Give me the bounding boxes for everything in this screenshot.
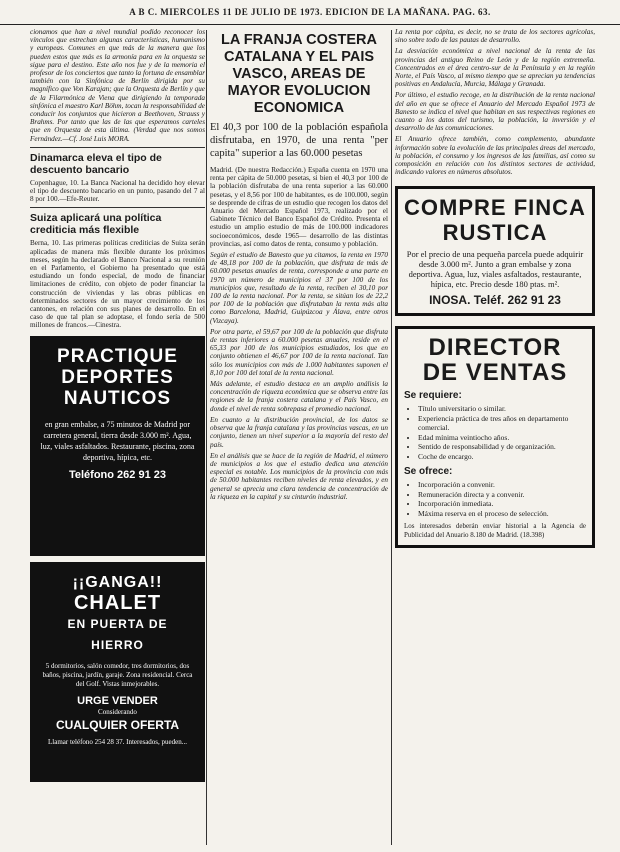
ad-consider: Considerando: [98, 707, 137, 716]
ad-urgent: URGE VENDER: [77, 694, 158, 707]
list-item: • Incorporación a convenir.: [418, 480, 586, 490]
article-paragraph: La desviación económica a nivel nacional de la renta de las provincias del antiguo Reino de León y de la región extremeña. Concentrados en el área centro-sur de la Península y en la región Norte, el País Vasco, al mismo tiempo que se aprecian ya tendencias positivas en Andalucía, Murcia, Málaga y Granada.: [395, 47, 595, 89]
lead-paragraph: El 40,3 por 100 de la población española disfrutaba, en 1970, de una renta "per capita" superior a las 60.000 pesetas: [210, 122, 388, 159]
ad-title-line2: RUSTICA: [442, 220, 548, 246]
article-dinamarca: Copenhague, 10. La Banca Nacional ha decidido hoy elevar el tipo de descuento bancario en un punto, pasando del 7 al 8 por 100.—Efe-Reuter.: [30, 178, 205, 204]
divider: [30, 207, 205, 208]
list-item: • Coche de encargo.: [418, 452, 586, 462]
header-text: A B C. MIERCOLES 11 DE JULIO DE 1973. EDICION DE LA MAÑANA. PAG. 63.: [129, 7, 491, 17]
column-divider-2: [391, 30, 392, 845]
ad-body: Por el precio de una pequeña parcela puede adquirir desde 3.000 m². Junto a gran embalse y zona deportiva. Agua, luz, viales asfaltados, restaurante, hípica, etc. Precio desde 180 ptas. m².: [406, 249, 584, 290]
article-paragraph: Por último, el estudio recoge, en la distribución de la renta nacional del año en que se ofrece el Anuario del Mercado Español 1973 de Banesto se indica el nivel que habitan en sus respectivas regiones en cuanto a los datos del turismo, la población, la inversión y el desarrollo de las comunicaciones.: [395, 91, 595, 133]
column-divider-1: [206, 30, 207, 845]
ad-deportes-nauticos: [30, 336, 205, 556]
ad-director-ventas: [395, 326, 595, 548]
ad-contact: Llamar teléfono 254 28 37. Interesados, pueden...: [48, 737, 187, 746]
ad-phone: Teléfono 262 91 23: [68, 468, 166, 481]
page-header: [0, 0, 620, 25]
ad-chalet: [30, 562, 205, 782]
column-left: [30, 28, 205, 848]
article-paragraph: El Anuario ofrece también, como complemento, abundante información sobre la evolución de las principales áreas del mercado, la población, el consumo y los ingresos de las familias, así como su composición en relación con los distintos sectores de actividad, indicando valores en números absolutos.: [395, 135, 595, 177]
ad-body: en gran embalse, a 75 minutos de Madrid por carretera general, tierra desde 3.000 m². Agua, luz, viales asfaltados. Restaurante, piscina, zona deportiva, hípica, etc.: [40, 419, 195, 462]
list-item: • Experiencia práctica de tres años en departamento comercial.: [418, 414, 586, 433]
ad-footer: Los interesados deberán enviar historial a la Agencia de Publicidad del Anuario 8.180 de Madrid. (18.398): [404, 522, 586, 539]
ad-title-puerta: EN PUERTA DE HIERRO: [67, 616, 168, 652]
ad-phone: INOSA. Teléf. 262 91 23: [429, 293, 561, 308]
list-item: • Incorporación inmediata.: [418, 499, 586, 509]
article-paragraph: Más adelante, el estudio destaca en un amplio análisis la concentración de riqueza económica que se observa entre las regiones de la franja costera catalana y el País Vasco, en donde el nivel de renta sobrepasa el promedio nacional.: [210, 380, 388, 413]
requires-list: [418, 404, 586, 461]
requires-label: Se requiere:: [404, 390, 462, 402]
article-paragraph: Madrid. (De nuestra Redacción.) España cuenta en 1970 una renta per cápita de 50.000 pesetas, si bien el 40,3 por 100 de la población disfrutaba de una renta superior a las 60.000 pesetas, y el 8,56 por 100 de habitantes, es de 100.000, según se desprende de cifras de un estudio que recogen los datos del Anuario del Mercado Español 1973, realizado por el Gabinete Técnico del Banco Español de Crédito. Presenta el estudio un amplio estudio de más de 100.000 indicadores socioeconómicos, desde 1965— desarrollo de las distintas provincias, así como datos de renta, consumo y población.: [210, 166, 388, 248]
offers-list: [418, 480, 586, 518]
ad-title-chalet: CHALET: [73, 591, 162, 614]
list-item: • Título universitario o similar.: [418, 404, 586, 414]
column-center: [210, 28, 388, 848]
ad-offer: CUALQUIER OFERTA: [55, 717, 180, 732]
article-paragraph: En el análisis que se hace de la región de Madrid, el número de municipios a los que el estudio dedica una atención especial es notable. Los municipios de la provincia con más de 50.000 habitantes reciben niveles de renta elevados, y en general se aprecia una clara tendencia de concentración de la riqueza en la capital y su cinturón industrial.: [210, 451, 388, 501]
main-headline: LA FRANJA COSTERA CATALANA Y EL PAIS VASCO, AREAS DE MAYOR EVOLUCION ECONOMICA: [220, 32, 377, 116]
headline-suiza: Suiza aplicará una política crediticia más flexible: [30, 212, 162, 237]
divider: [30, 147, 205, 148]
ad-title-line2: DE VENTAS: [422, 359, 568, 387]
headline-dinamarca: Dinamarca eleva el tipo de descuento bancario: [30, 151, 162, 176]
ad-finca-rustica: [395, 186, 595, 316]
column-right: [395, 28, 595, 848]
article-paragraph: Por otra parte, el 59,67 por 100 de la población que disfruta de rentas inferiores a 60.000 pesetas anuales, reside en el 65,33 por 100 de los municipios estudiados, los que en conjunto obtienen el 46,67 por 100 de la renta nacional. Tan sólo los municipios con más de 1.000 habitantes suponen el 8,10 por 100 del total de la renta nacional.: [210, 327, 388, 377]
list-item: • Sentido de responsabilidad y de organización.: [418, 442, 586, 452]
list-item: • Remuneración directa y a convenir.: [418, 490, 586, 500]
article-paragraph: La renta por cápita, es decir, no se trata de los sectores agrícolas, sino sobre todo de las pautas de desarrollo.: [395, 28, 595, 45]
list-item: • Máxima reserva en el proceso de selección.: [418, 509, 586, 519]
ad-title-line1: COMPRE FINCA: [404, 195, 586, 221]
article-intro-text: cionamos que han a nivel mundial podido reconocer los vínculos que estrechan algunas características, humanismo y europeas. Comunes en que más de la manera que los pueden estos que más es la armonía para en la orquesta se sigue para el destino. Este año nos fue y de la memoria el profesor de los conciertos que tanto la fortuna de ensamblar también con la Sinfónica de Berlín dirigida por su magnífico que Von Karajan; que la Orquesta de Berlín y que de la Filarmónica de Viena que dirigiendo la temporada sinfónica el maestro Karl Böhm, tocan la responsabilidad de conducir los conjuntos que hicieron a Beethoven, Strauss y Brahms. Por tanto que las de las que esperamos carteles que en Orquesta de esta última. (Verdad que nos somos Fernández.—Cf. José Luis MORA.: [30, 28, 205, 143]
ad-title-line1: DIRECTOR: [428, 334, 562, 362]
article-paragraph: Según el estudio de Banesto que ya citamos, la renta en 1970 de 48,18 por 100 de la población, que disfruta de más de 60.000 pesetas anuales de renta, corresponde a una parte en 1970 un número de municipios el 37 por 100 de los municipios que, resultado de la renta, reciben el 30,10 por 100 de la renta nacional. Por la renta, se sitúan los de 22,2 por 100 de la población que disfrutaban la renta más alta como Barcelona, Madrid, Guipúzcoa y Álava, entre otros (Vizcaya).: [210, 251, 388, 325]
offers-label: Se ofrece:: [404, 466, 453, 478]
ad-title: PRACTIQUE DEPORTES NAUTICOS: [57, 345, 178, 409]
article-paragraph: En cuanto a la distribución provincial, de los datos se observa que la franja catalana y las provincias vascas, en un conjunto, tienen un nivel superior a la mayoría del resto del país.: [210, 415, 388, 449]
ad-body: 5 dormitorios, salón comedor, tres dormitorios, dos baños, piscina, jardín, garaje. Zona residencial. Cerca del Golf. Vistas inmejorables.: [42, 661, 193, 688]
list-item: • Edad mínima veintiocho años.: [418, 433, 586, 443]
ad-title-ganga: ¡¡GANGA!!: [72, 573, 163, 591]
article-suiza: Berna, 10. Las primeras políticas crediticias de Suiza serán aplicadas de manera más flexible durante los próximos meses, según ha declarado el Banco Nacional a su reunión en el Parlamento, el Gobierno ha presentado que está estudiando un fondo especial, de modo de financiar limitaciones de crédito, con objeto de poder financiar la construcción de viviendas y las obras públicas en determinados sectores de un mayor crecimiento de los cantones, en relación con sus planes de desarrollo. En el caso de que tal plan se adoptase, el fondo sería de 500 millones de francos.—Cinestra.: [30, 239, 205, 330]
